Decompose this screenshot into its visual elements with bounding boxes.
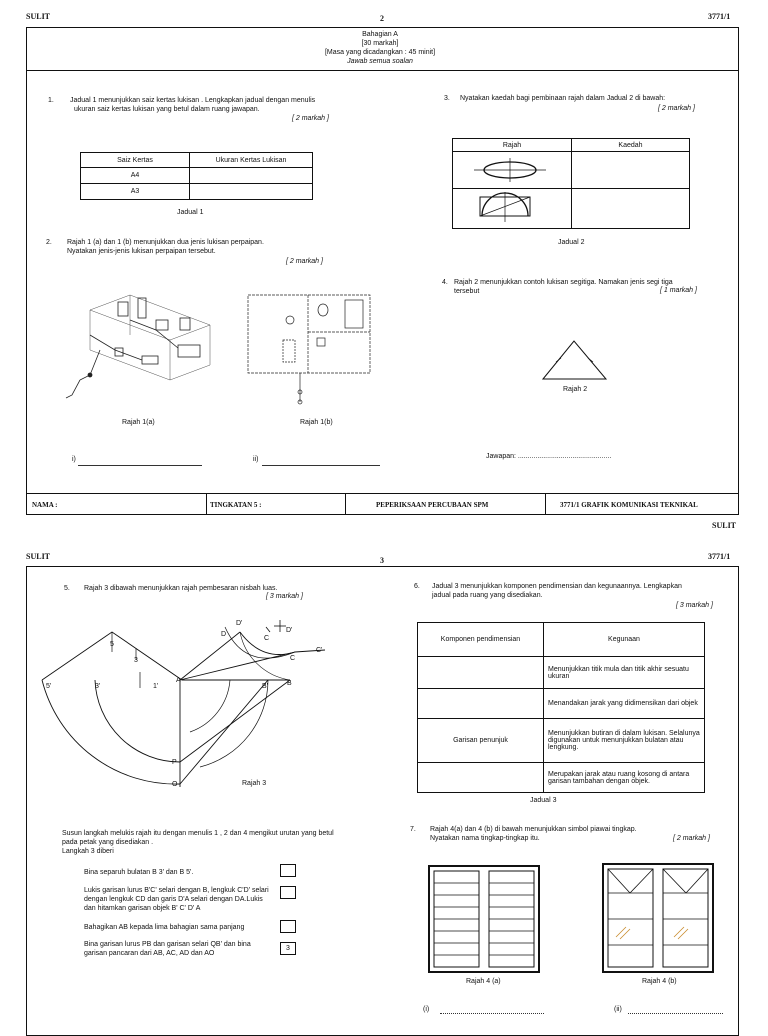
q1-text-line1: Jadual 1 menunjukkan saiz kertas lukisan . Lengkapkan jadual dengan menulis bbox=[70, 97, 316, 104]
header-code-p2: 3771/1 bbox=[708, 552, 731, 561]
q1-table bbox=[80, 152, 313, 200]
q1-answer-a3[interactable] bbox=[190, 184, 313, 200]
q2-answer-i-line[interactable] bbox=[78, 465, 202, 466]
label-p: P bbox=[172, 759, 177, 766]
q7-number: 7. bbox=[410, 826, 416, 833]
q4-marks: [ 1 markah ] bbox=[660, 287, 697, 294]
q7-caption-a: Rajah 4 (a) bbox=[466, 978, 501, 985]
q5-instr-line2: pada petak yang disediakan . bbox=[62, 839, 154, 846]
footer-exam: PEPERIKSAAN PERCUBAAN SPM bbox=[376, 501, 489, 509]
q2-marks: [ 2 markah ] bbox=[286, 258, 323, 265]
rajah-1a-drawing bbox=[60, 290, 220, 410]
q3-answer-1[interactable] bbox=[572, 152, 690, 189]
q3-ellipse-figure bbox=[470, 158, 550, 182]
q1-marks: [ 2 markah ] bbox=[292, 115, 329, 122]
q6-th-komponen: Komponen pendimensian bbox=[418, 623, 544, 657]
q1-row-a3: A3 bbox=[81, 184, 190, 200]
label-c: C bbox=[264, 635, 270, 642]
q5-step-4-box[interactable]: 3 bbox=[280, 942, 296, 955]
q5-step-3-box[interactable] bbox=[280, 920, 296, 933]
q5-instr-line1: Susun langkah melukis rajah itu dengan menulis 1 , 2 dan 4 mengikut urutan yang betul bbox=[62, 830, 334, 837]
q7-caption-b: Rajah 4 (b) bbox=[642, 978, 677, 985]
q6-marks: [ 3 markah ] bbox=[676, 602, 713, 609]
q2-caption-a: Rajah 1(a) bbox=[122, 419, 155, 426]
q5-step-1-box[interactable] bbox=[280, 864, 296, 877]
q6-caption: Jadual 3 bbox=[530, 797, 557, 804]
q5-step-2-box[interactable] bbox=[280, 886, 296, 899]
q2-text-line1: Rajah 1 (a) dan 1 (b) menunjukkan dua jenis lukisan perpaipan. bbox=[67, 239, 264, 246]
q5-step-3-text: Bahagikan AB kepada lima bahagian sama panjang bbox=[84, 924, 245, 931]
label-c-2: C bbox=[290, 655, 296, 662]
q6-row3-kegunaan: Menunjukkan butiran di dalam lukisan. Selalunya digunakan untuk menunjukkan bulatan atau lengkung. bbox=[544, 719, 705, 763]
q5-marks: [ 3 markah ] bbox=[266, 593, 303, 600]
q4-caption: Rajah 2 bbox=[563, 386, 588, 393]
q1-caption: Jadual 1 bbox=[177, 209, 204, 216]
footer-sulit: SULIT bbox=[712, 521, 737, 530]
q3-marks: [ 2 markah ] bbox=[658, 105, 695, 112]
q6-row3-komponen: Garisan penunjuk bbox=[418, 719, 544, 763]
label-a: A bbox=[176, 677, 181, 684]
q7-answer-i-label: (i) bbox=[423, 1006, 430, 1013]
section-title: Bahagian A bbox=[362, 31, 398, 38]
label-5-prime: 5' bbox=[46, 683, 52, 690]
q5-instructions bbox=[62, 829, 362, 856]
q6-row1-komponen[interactable] bbox=[418, 657, 544, 689]
footer-subject: 3771/1 GRAFIK KOMUNIKASI TEKNIKAL bbox=[560, 501, 698, 509]
q1-th-saiz: Saiz Kertas bbox=[81, 153, 190, 168]
label-o: O bbox=[172, 781, 178, 788]
q7-answer-ii-label: (ii) bbox=[614, 1006, 622, 1013]
q6-text-line2: jadual pada ruang yang disediakan. bbox=[432, 592, 543, 599]
q4-text-line2: tersebut bbox=[454, 288, 480, 295]
rajah-4b-window bbox=[602, 863, 714, 973]
q3-th-kaedah: Kaedah bbox=[572, 139, 690, 152]
q4-text-line1: Rajah 2 menunjukkan contoh lukisan segitiga. Namakan jenis segi tiga bbox=[454, 279, 673, 286]
header-sulit: SULIT bbox=[26, 12, 51, 21]
q2-answer-ii-label: ii) bbox=[253, 456, 259, 463]
label-d-prime-2: D' bbox=[286, 627, 293, 634]
q1-th-ukuran: Ukuran Kertas Lukisan bbox=[190, 153, 313, 168]
label-d: D bbox=[221, 631, 227, 638]
q2-text bbox=[67, 238, 327, 256]
q6-row1-kegunaan: Menunjukkan titik mula dan titik akhir sesuatu ukuran bbox=[544, 657, 705, 689]
section-instruction: Jawab semua soalan bbox=[347, 58, 413, 65]
rajah-4a-window bbox=[428, 865, 540, 973]
q3-caption: Jadual 2 bbox=[558, 239, 585, 246]
q2-text-line2: Nyatakan jenis-jenis lukisan perpaipan tersebut. bbox=[67, 248, 216, 255]
q2-number: 2. bbox=[46, 239, 52, 246]
q6-row4-komponen[interactable] bbox=[418, 763, 544, 793]
footer-divider bbox=[26, 493, 739, 494]
q2-answer-ii-line[interactable] bbox=[262, 465, 380, 466]
page-number: 2 bbox=[380, 14, 384, 23]
q6-text-line1: Jadual 3 menunjukkan komponen pendimensian dan kegunaannya. Lengkapkan bbox=[432, 583, 682, 590]
header-sulit-p2: SULIT bbox=[26, 552, 51, 561]
rajah-2-triangle bbox=[540, 338, 612, 382]
label-b: B bbox=[287, 680, 292, 687]
q7-answer-i-line[interactable] bbox=[440, 1013, 544, 1014]
q3-answer-2[interactable] bbox=[572, 189, 690, 229]
q1-answer-a4[interactable] bbox=[190, 168, 313, 184]
rajah-1b-drawing bbox=[245, 292, 375, 407]
footer-sep-2 bbox=[345, 493, 346, 515]
q1-text-line2: ukuran saiz kertas lukisan yang betul dalam ruang jawapan. bbox=[74, 106, 260, 113]
q1-row-a4: A4 bbox=[81, 168, 190, 184]
label-d-prime: D' bbox=[236, 620, 243, 627]
q4-number: 4. bbox=[442, 279, 448, 286]
q7-marks: [ 2 markah ] bbox=[673, 835, 710, 842]
q6-row4-kegunaan: Merupakan jarak atau ruang kosong di antara garisan tambahan dengan objek. bbox=[544, 763, 705, 793]
q7-answer-ii-line[interactable] bbox=[628, 1013, 723, 1014]
q5-number: 5. bbox=[64, 585, 70, 592]
q5-step-2-text: Lukis garisan lurus B'C' selari dengan B, lengkuk C'D' selari dengan lengkuk CD dan garis D'A selari dengan DA.Lukis dan hitamkan garisan objek B' C' D' A bbox=[84, 887, 269, 912]
q7-text bbox=[430, 825, 690, 843]
header-code: 3771/1 bbox=[708, 12, 731, 21]
section-block bbox=[280, 30, 480, 66]
q5-instr-line3: Langkah 3 diberi bbox=[62, 848, 114, 855]
page-number-p2: 3 bbox=[380, 556, 384, 565]
q6-text bbox=[432, 582, 732, 600]
label-3: 3 bbox=[134, 657, 138, 664]
label-5: 5 bbox=[110, 641, 114, 648]
q3-text: Nyatakan kaedah bagi pembinaan rajah dalam Jadual 2 di bawah: bbox=[460, 95, 666, 102]
q7-text-line1: Rajah 4(a) dan 4 (b) di bawah menunjukkan simbol piawai tingkap. bbox=[430, 826, 637, 833]
footer-tingkatan: TINGKATAN 5 : bbox=[210, 501, 262, 509]
q2-caption-b: Rajah 1(b) bbox=[300, 419, 333, 426]
q2-answer-i-label: i) bbox=[72, 456, 76, 463]
q5-step-1-text: Bina separuh bulatan B 3' dan B 5'. bbox=[84, 869, 194, 876]
q6-table bbox=[417, 622, 705, 793]
section-time: [Masa yang dicadangkan : 45 minit] bbox=[324, 49, 436, 56]
label-1-prime: 1' bbox=[153, 683, 159, 690]
label-b-prime: B' bbox=[262, 683, 269, 690]
q6-th-kegunaan: Kegunaan bbox=[544, 623, 705, 657]
rajah-3-drawing bbox=[40, 612, 340, 792]
q5-text: Rajah 3 dibawah menunjukkan rajah pembesaran nisbah luas. bbox=[84, 585, 278, 592]
footer-nama: NAMA : bbox=[32, 501, 58, 509]
q3-arch-figure bbox=[478, 192, 534, 222]
footer-sep-1 bbox=[206, 493, 207, 515]
label-c-prime: C' bbox=[316, 647, 323, 654]
q6-row2-komponen[interactable] bbox=[418, 689, 544, 719]
footer-sep-3 bbox=[545, 493, 546, 515]
q1-number: 1. bbox=[48, 97, 54, 104]
q3-th-rajah: Rajah bbox=[453, 139, 572, 152]
q6-number: 6. bbox=[414, 583, 420, 590]
section-divider bbox=[26, 70, 739, 71]
q5-step-4-text: Bina garisan lurus PB dan garisan selari QB' dan bina garisan pancaran dari AB, AC, AD dan AO bbox=[84, 941, 251, 957]
q6-row2-kegunaan: Menandakan jarak yang didimensikan dari objek bbox=[544, 689, 705, 719]
q3-number: 3. bbox=[444, 95, 450, 102]
label-3-prime: 3' bbox=[95, 683, 101, 690]
q7-text-line2: Nyatakan nama tingkap-tingkap itu. bbox=[430, 835, 540, 842]
q5-caption: Rajah 3 bbox=[242, 780, 267, 787]
section-marks: [30 markah] bbox=[361, 40, 399, 47]
q1-text bbox=[70, 96, 370, 114]
q4-answer[interactable]: Jawapan: ................................................ bbox=[486, 453, 612, 460]
